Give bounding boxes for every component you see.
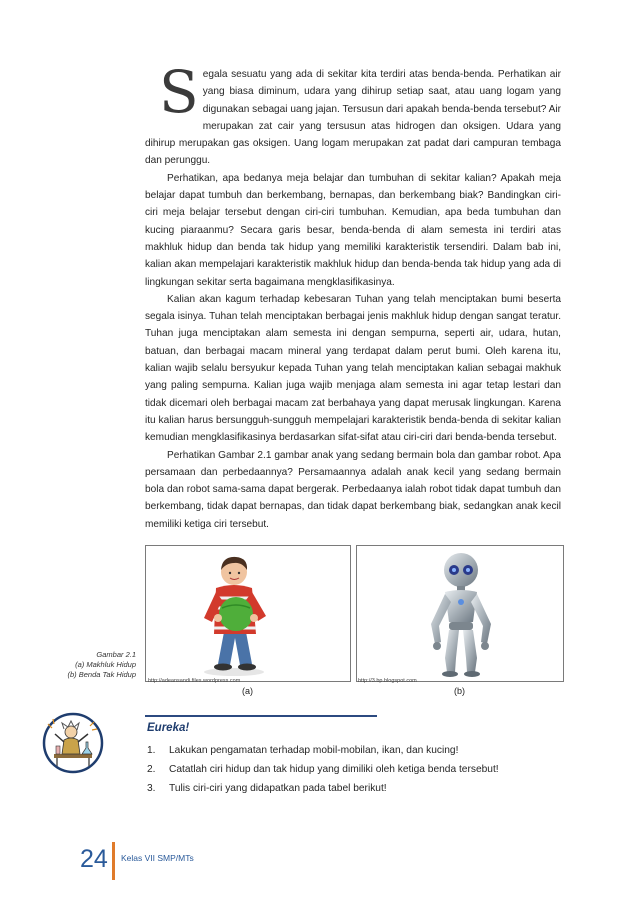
figure-caption-b: (b) Benda Tak Hidup (67, 670, 136, 679)
eureka-list (147, 741, 577, 798)
eureka-title: Eureka! (147, 722, 190, 734)
eureka-item-text: Catatlah ciri hidup dan tak hidup yang dimiliki oleh ketiga benda tersebut! (169, 764, 499, 775)
photo-b-label: (b) (454, 686, 465, 696)
figure-caption-title: Gambar 2.1 (96, 650, 136, 659)
paragraph-2: Perhatikan, apa bedanya meja belajar dan tumbuhan di sekitar kalian? Apakah meja belajar dapat tumbuh dan berkembang, bernapas, dan berkembang biak? Bandingkan ciri-ciri meja belajar tersebut dengan ciri-ciri tumbuhan. Kemudian, apa beda tumbuhan dan kucing piaraanmu? Secara garis besar, benda-benda di alam semesta ini terdiri atas makhluk hidup dan benda tak hidup yang memiliki karakteristik tersendiri. Dalam bab ini, kalian akan mempelajari karakteristik makhluk hidup dan benda-benda tak hidup yang ada di lingkungan sekitar serta bagaimana mengklasifikasinya. (145, 172, 561, 288)
eureka-item (147, 779, 577, 798)
photo-child-with-ball (145, 545, 351, 682)
main-text (145, 58, 561, 533)
eureka-item (147, 741, 577, 760)
paragraph-3: Kalian akan kagum terhadap kebesaran Tuhan yang telah menciptakan bumi beserta segala isinya. Tuhan telah menciptakan berbagai jenis makhluk hidup dengan sangat teratur. Tuhan juga menciptakan alam semesta ini dengan sempurna, seperti air, udara, hutan, batuan, dan berbagai macam mineral yang terdapat dalam perut bumi. Oleh karena itu, kalian wajib selalu bersyukur kepada Tuhan yang telah menciptakan kalian sebagai makhuk yang paling sempurna. Kalian juga wajib menjaga alam semesta ini agar tetap lestari dan tidak dicemari oleh berbagai macam zat berbahaya yang dapat merusak lingkungan. Karena itu kalian harus bersungguh-sungguh mempelajari karakteristik benda-benda di sekitar kalian kemudian mengklasifikasinya berdasarkan sifat-sifat atau ciri-ciri dari benda-benda tersebut. (145, 293, 561, 444)
paragraph-1-text: egala sesuatu yang ada di sekitar kita terdiri atas benda-benda. Perhatikan air yang biasa diminum, udara yang dihirup setiap saat, atau uang logam yang digunakan sebagai uang jajan. Tersusun dari apakah benda-benda tersebut? Air merupakan zat cair yang tersusun atas hidrogen dan oksigen. Udara yang dihirup merupakan gas oksigen. Uang logam merupakan zat padat dari campuran tembaga dan perunggu. (145, 69, 561, 167)
scientist-icon (42, 712, 104, 774)
eureka-item-text: Tulis ciri-ciri yang didapatkan pada tabel berikut! (169, 783, 387, 794)
book-title: Kelas VII SMP/MTs (121, 853, 194, 863)
page-number: 24 (80, 845, 108, 873)
photo-b-credit: http://3.bp.blogspot.com (358, 678, 417, 684)
drop-cap: S (159, 58, 199, 126)
paragraph-4: Perhatikan Gambar 2.1 gambar anak yang sedang bermain bola dan gambar robot. Apa persamaan dan perbedaannya? Persamaannya adalah anak kecil yang sedang bermain bola dan robot sama-sama dapat bergerak. Perbedaanya ialah robot tidak dapat tumbuh dan berkembang, tidak dapat bernapas, dan tidak dapat berkembang biak, sedangkan anak kecil memiliki ketiga ciri tersebut. (145, 449, 561, 530)
eureka-divider (145, 715, 377, 717)
eureka-item-number: 2. (147, 764, 156, 775)
photo-robot (356, 545, 564, 682)
figure-caption (50, 650, 136, 680)
eureka-item-text: Lakukan pengamatan terhadap mobil-mobilan, ikan, dan kucing! (169, 745, 459, 756)
eureka-item-number: 3. (147, 783, 156, 794)
figure-caption-a: (a) Makhluk Hidup (75, 660, 136, 669)
eureka-item (147, 760, 577, 779)
eureka-mascot (42, 712, 104, 774)
photo-a-credit: http://adeansandi.files.wordpress.com (148, 678, 241, 684)
robot-illustration (357, 546, 563, 681)
paragraph-1 (145, 58, 561, 170)
photo-a-label: (a) (242, 686, 253, 696)
footer-accent-bar (112, 842, 115, 880)
eureka-item-number: 1. (147, 745, 156, 756)
child-illustration (146, 546, 350, 681)
